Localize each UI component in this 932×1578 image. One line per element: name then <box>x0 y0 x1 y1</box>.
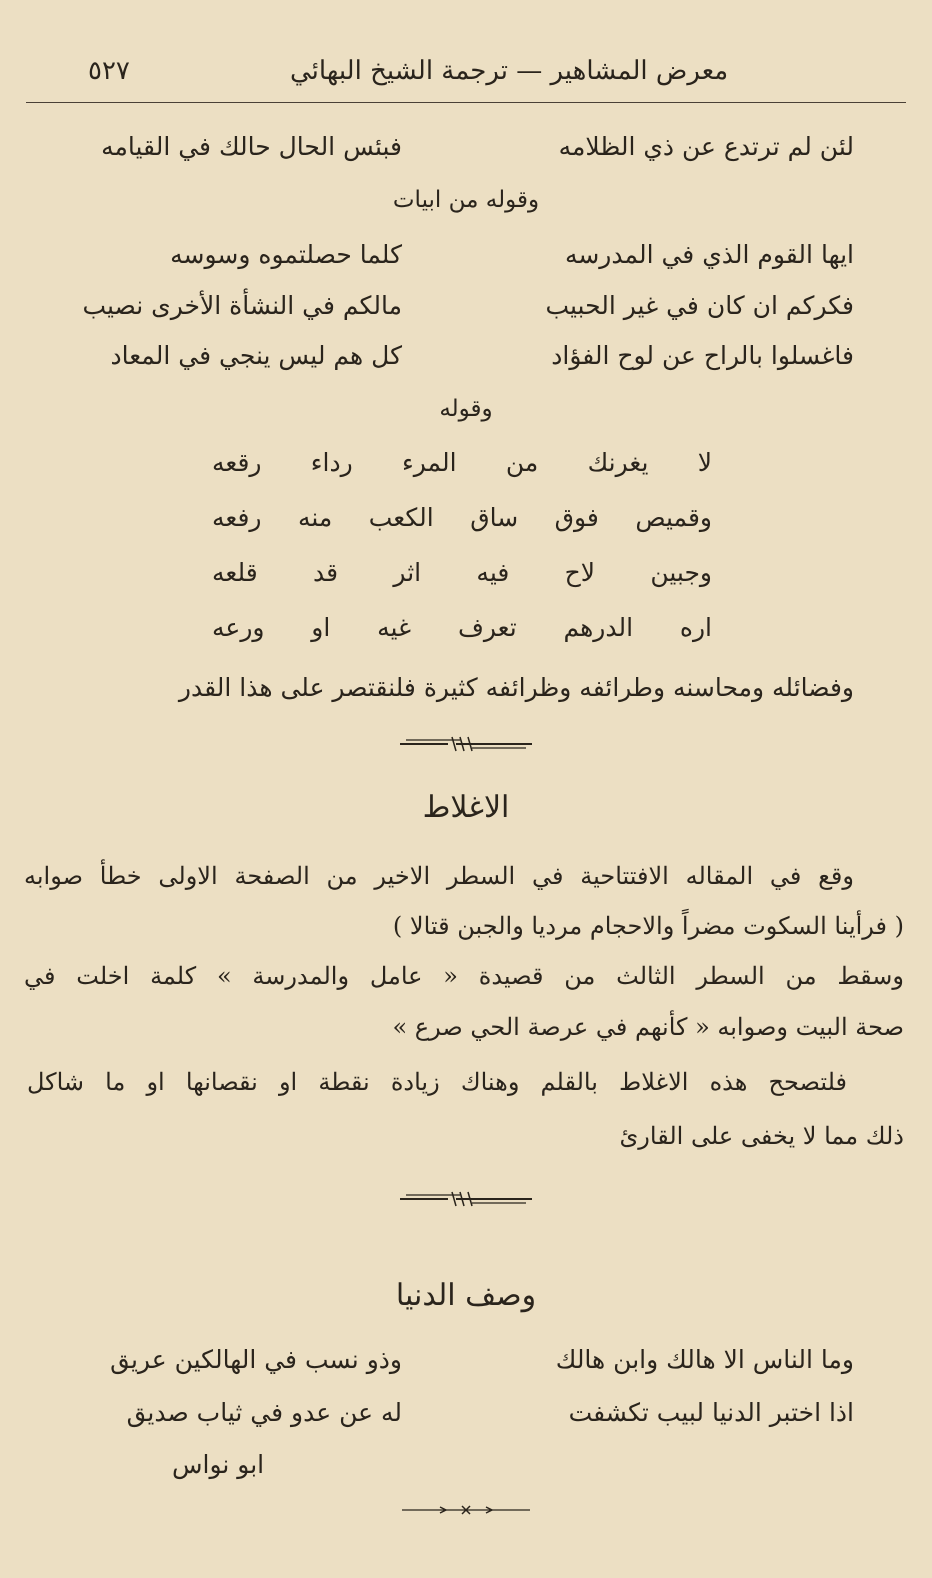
page-number: ٥٢٧ <box>88 56 130 86</box>
errata-line: وسقط من السطر الثالث من قصيدة « عامل والمدرسة » كلمة اخلت في <box>24 962 904 990</box>
verse-1-first-hemistich: لئن لم ترتدع عن ذي الظلامه <box>558 132 854 161</box>
verse-2-second-hemistich: كلما حصلتموه وسوسه <box>170 240 402 269</box>
intro-line: وقوله <box>439 396 493 422</box>
errata-line: ذلك مما لا يخفى على القارئ <box>619 1122 904 1150</box>
header-rule <box>26 102 906 103</box>
section-heading: وصف الدنيا <box>395 1278 537 1313</box>
end-ornament <box>396 1502 536 1518</box>
world-verse-2-first-hemistich: اذا اختبر الدنيا لبيب تكشفت <box>568 1398 854 1427</box>
short-verse-line: لا يغرنك من المرء رداء رقعه <box>212 448 712 477</box>
ornament-divider <box>396 1188 536 1210</box>
verse-3-second-hemistich: مالكم في النشأة الأخرى نصيب <box>82 291 402 320</box>
verse-1-second-hemistich: فبئس الحال حالك في القيامه <box>101 132 402 161</box>
intro-line: وقوله من ابيات <box>392 187 540 213</box>
verse-3-first-hemistich: فكركم ان كان في غير الحبيب <box>545 291 854 320</box>
section-heading: الاغلاط <box>422 790 510 825</box>
errata-line: وقع في المقاله الافتتاحية في السطر الاخير من الصفحة الاولى خطأ صوابه <box>24 862 854 890</box>
verse-4-second-hemistich: كل هم ليس ينجي في المعاد <box>110 341 402 370</box>
verse-2-first-hemistich: ايها القوم الذي في المدرسه <box>564 240 854 269</box>
short-verse-line: وقميص فوق ساق الكعب منه رفعه <box>212 503 712 532</box>
errata-line: صحة البيت وصوابه « كأنهم في عرصة الحي صرع » <box>392 1013 904 1041</box>
running-title: معرض المشاهير — ترجمة الشيخ البهائي <box>290 56 729 86</box>
short-verse-line: اره الدرهم تعرف غيه او ورعه <box>212 613 712 642</box>
world-verse-1-first-hemistich: وما الناس الا هالك وابن هالك <box>555 1345 854 1374</box>
world-verse-1-second-hemistich: وذو نسب في الهالكين عريق <box>110 1345 402 1374</box>
verse-4-first-hemistich: فاغسلوا بالراح عن لوح الفؤاد <box>551 341 854 370</box>
closing-line: وفضائله ومحاسنه وطرائفه وظرائفه كثيرة فلنقتصر على هذا القدر <box>178 673 854 702</box>
errata-line: فلتصحح هذه الاغلاط بالقلم وهناك زيادة نقطة او نقصانها او ما شاكل <box>27 1068 847 1096</box>
short-verse-line: وجبين لاح فيه اثر قد قلعه <box>212 558 712 587</box>
poet-attribution: ابو نواس <box>172 1450 265 1479</box>
errata-line: ( فرأينا السكوت مضراً والاحجام مرديا والجبن قتالا ) <box>392 912 904 940</box>
world-verse-2-second-hemistich: له عن عدو في ثياب صديق <box>126 1398 402 1427</box>
ornament-divider <box>396 733 536 755</box>
